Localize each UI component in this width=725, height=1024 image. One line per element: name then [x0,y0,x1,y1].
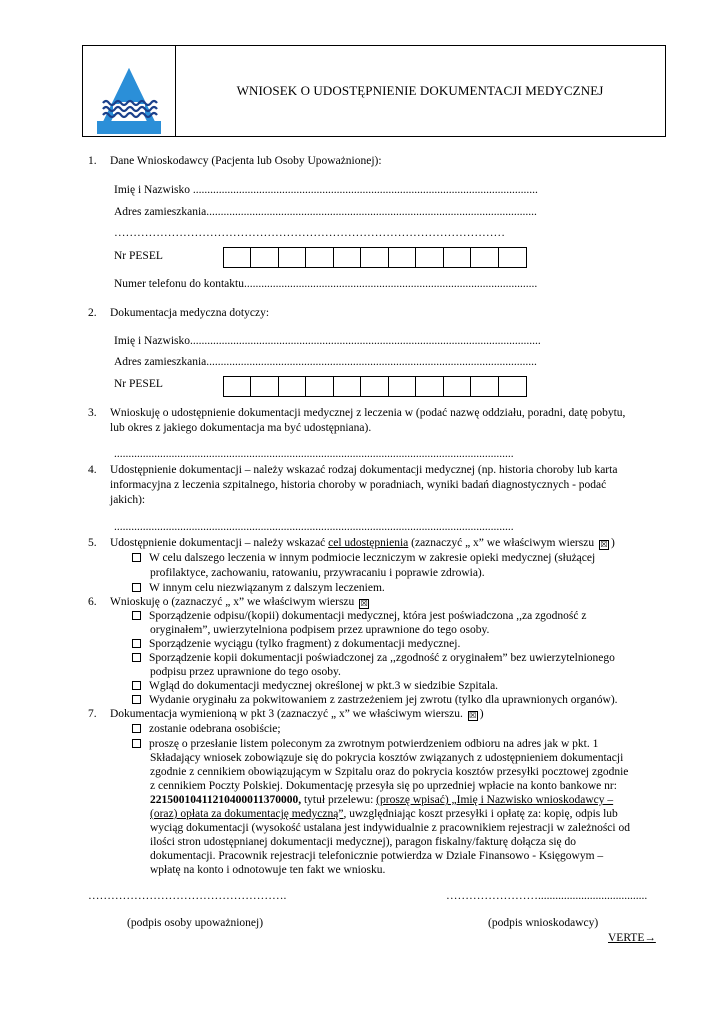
transfer-title-instruction: (proszę wpisać) „Imię i Nazwisko wnioskodawcy – [376,794,614,806]
documentation-type-field[interactable]: ........................................................................................................................................... [114,521,514,533]
request-option-5-text: Wydanie oryginału za pokwitowaniem z zastrzeżeniem jej zwrotu (tylko dla uprawnionych organów). [149,694,618,706]
request-option-5[interactable] [132,694,618,706]
patient-pesel-label: Nr PESEL [114,378,163,390]
applicant-phone-field[interactable]: Numer telefonu do kontaktu...................................................................................................... [114,278,538,290]
request-option-1[interactable] [132,610,587,622]
applicant-signature-label: (podpis wnioskodawcy) [488,917,599,929]
cost-paragraph-line3: z cennikiem Poczty Polskiej. Dokumentację przesyła się po uprzedniej wpłacie na konto bankowe nr: [150,780,617,792]
request-option-2[interactable] [132,638,460,650]
pesel-digit-box[interactable] [416,377,443,396]
section-4-number: 4. [88,464,97,476]
pesel-digit-box[interactable] [499,377,526,396]
section-5-intro-b: (zaznaczyć „ x” we właściwym wierszu [408,537,595,549]
pesel-digit-box[interactable] [334,248,361,267]
cost-paragraph-line5-rest: , uwzględniając koszt przesyłki i opłatę za: kopię, odpis lub [343,808,618,820]
request-option-1-line2: oryginałem”, uwierzytelniona podpisem przez uprawnione do tego osoby. [150,624,490,636]
request-option-3-line2: podpisu przez uprawnione do tego osoby. [150,666,341,678]
checkbox-icon[interactable] [132,553,141,562]
section-4-line3: jakich): [110,494,146,506]
transfer-title-label: tytuł przelewu: [301,794,377,806]
section-6-intro-text: Wnioskuję o (zaznaczyć „ x” we właściwym wierszu [110,596,355,608]
patient-address-field[interactable]: Adres zamieszkania................................................................................................................... [114,356,537,368]
purpose-option-1-text: W celu dalszego leczenia w innym podmiocie leczniczym w zakresie opieki medycznej (służącej [149,552,596,564]
pesel-digit-box[interactable] [334,377,361,396]
section-5-intro [110,537,615,549]
section-2-number: 2. [88,307,97,319]
section-7-number: 7. [88,708,97,720]
section-1-heading: Dane Wnioskodawcy (Pacjenta lub Osoby Upoważnionej): [110,155,382,167]
checked-box-icon: ☒ [469,711,477,720]
applicant-address-line2[interactable]: ………………………………………………………………………………………… [114,227,505,239]
checkbox-icon[interactable] [132,611,141,620]
checkbox-icon[interactable] [132,695,141,704]
pesel-digit-box[interactable] [361,377,388,396]
checked-box-icon: ☒ [600,540,608,549]
cost-paragraph-line2: zgodnie z cennikiem obowiązującym w Szpitalu oraz do pokrycia kosztów przesyłki pocztowej zgodnie [150,766,629,778]
pesel-digit-box[interactable] [389,248,416,267]
checkbox-icon[interactable] [132,681,141,690]
purpose-option-2[interactable] [132,582,385,594]
applicant-signature-line[interactable]: ……………………...................................... [446,890,648,902]
cost-paragraph-line6: wyciąg dokumentacji (wysokość ustalana jest indywidualnie z pracownikiem rejestracji w zależności od [150,822,630,834]
pesel-digit-box[interactable] [389,377,416,396]
delivery-option-1[interactable] [132,723,281,735]
section-4-line2: informacyjna z leczenia szpitalnego, historia choroby w poradniach, wyniki badań diagnostycznych - podać [110,479,607,491]
checkbox-icon[interactable] [132,583,141,592]
transfer-title-instruction-2: (oraz) opłata za dokumentację medyczną” [150,808,344,820]
pesel-digit-box[interactable] [471,248,498,267]
section-6-number: 6. [88,596,97,608]
section-5-intro-c: ) [610,537,615,549]
purpose-option-2-text: W innym celu niezwiązanym z dalszym leczeniem. [149,582,385,594]
section-2-heading: Dokumentacja medyczna dotyczy: [110,307,270,319]
pesel-digit-box[interactable] [306,248,333,267]
cost-paragraph-line8: dokumentacji. Pracownik rejestracji telefonicznie potwierdza w Dziale Finansowo - Księgowym – [150,850,604,862]
applicant-address-field[interactable]: Adres zamieszkania................................................................................................................... [114,206,537,218]
document-title: WNIOSEK O UDOSTĘPNIENIE DOKUMENTACJI MEDYCZNEJ [236,83,604,98]
delivery-option-1-text: zostanie odebrana osobiście; [149,723,281,735]
pesel-digit-box[interactable] [499,248,526,267]
patient-name-field[interactable]: Imię i Nazwisko.......................................................................................................................... [114,335,541,347]
pesel-digit-box[interactable] [361,248,388,267]
delivery-option-2-text: proszę o przesłanie listem poleconym za zwrotnym potwierdzeniem odbioru na adres jak w pkt. 1 [149,738,599,750]
section-6-intro [110,596,371,608]
section-3-line2: lub okres z jakiego dokumentacja ma być udostępniana). [110,422,372,434]
cost-paragraph-line1: Składający wniosek zobowiązuje się do pokrycia kosztów związanych z udostępnieniem dokumentacji [150,752,624,764]
logo-cell [83,46,176,136]
patient-pesel-boxes[interactable] [223,376,527,397]
hospital-logo [83,46,175,136]
pesel-digit-box[interactable] [279,248,306,267]
cost-paragraph-line5 [150,808,618,820]
cost-paragraph-line9: wpłatę na konto i odnotowuje ten fakt we wniosku. [150,864,386,876]
bank-account-number: 22150010411210400011370000, [150,794,302,806]
applicant-name-field[interactable]: Imię i Nazwisko ........................................................................................................................ [114,184,538,196]
checkbox-icon[interactable] [132,639,141,648]
section-7-intro-close: ) [479,708,484,720]
authorized-signature-label: (podpis osoby upoważnionej) [127,917,264,929]
pesel-digit-box[interactable] [279,377,306,396]
cost-paragraph-line7: ilości stron udostępnianej dokumentacji medycznej), paragon fiskalny/fakturę dołącza się do [150,836,576,848]
pesel-digit-box[interactable] [251,377,278,396]
purpose-option-1-line2: profilaktyce, zachowaniu, ratowaniu, przywracaniu i poprawie zdrowia). [150,567,485,579]
request-option-4[interactable] [132,680,498,692]
checkbox-icon[interactable] [132,724,141,733]
checked-box-icon: ☒ [360,599,368,608]
request-option-3[interactable] [132,652,615,664]
request-option-2-text: Sporządzenie wyciągu (tylko fragment) z dokumentacji medycznej. [149,638,461,650]
request-option-4-text: Wgląd do dokumentacji medycznej określonej w pkt.3 w siedzibie Szpitala. [149,680,499,692]
pesel-digit-box[interactable] [416,248,443,267]
section-4-line1: Udostępnienie dokumentacji – należy wskazać rodzaj dokumentacji medycznej (np. historia choroby lub karta [110,464,618,476]
verte-link[interactable]: VERTE→ [608,932,656,944]
pesel-digit-box[interactable] [444,248,471,267]
request-option-3-text: Sporządzenie kopii dokumentacji poświadczonej za ,,zgodność z oryginałem” bez uwierzytelnionego [149,652,615,664]
pesel-digit-box[interactable] [306,377,333,396]
section-5-intro-a: Udostępnienie dokumentacji – należy wskazać [110,537,329,549]
purpose-underline: cel udostępnienia [328,537,409,549]
pesel-digit-box[interactable] [471,377,498,396]
pesel-digit-box[interactable] [251,248,278,267]
authorized-signature-line[interactable]: ……………………………………………. [88,890,287,902]
applicant-pesel-label: Nr PESEL [114,250,163,262]
pesel-digit-box[interactable] [224,377,251,396]
section-7-intro [110,708,484,720]
section-3-line1: Wnioskuję o udostępnienie dokumentacji medycznej z leczenia w (podać nazwę oddziału, poradni, datę pobytu, [110,407,626,419]
treatment-details-field[interactable]: ........................................................................................................................................... [114,448,514,460]
delivery-option-2[interactable] [132,738,598,750]
purpose-option-1[interactable] [132,552,595,564]
section-1-number: 1. [88,155,97,167]
pesel-digit-box[interactable] [224,248,251,267]
document-header [82,45,666,137]
section-5-number: 5. [88,537,97,549]
checkbox-icon[interactable] [132,739,141,748]
pesel-digit-box[interactable] [444,377,471,396]
checkbox-icon[interactable] [132,653,141,662]
cost-paragraph-line4 [150,794,613,806]
section-3-number: 3. [88,407,97,419]
applicant-pesel-boxes[interactable] [223,247,527,268]
section-7-intro-text: Dokumentacja wymienioną w pkt 3 (zaznaczyć „ x” we właściwym wierszu. [110,708,463,720]
request-option-1-text: Sporządzenie odpisu/(kopii) dokumentacji medycznej, która jest poświadczona ,,za zgodność z [149,610,587,622]
